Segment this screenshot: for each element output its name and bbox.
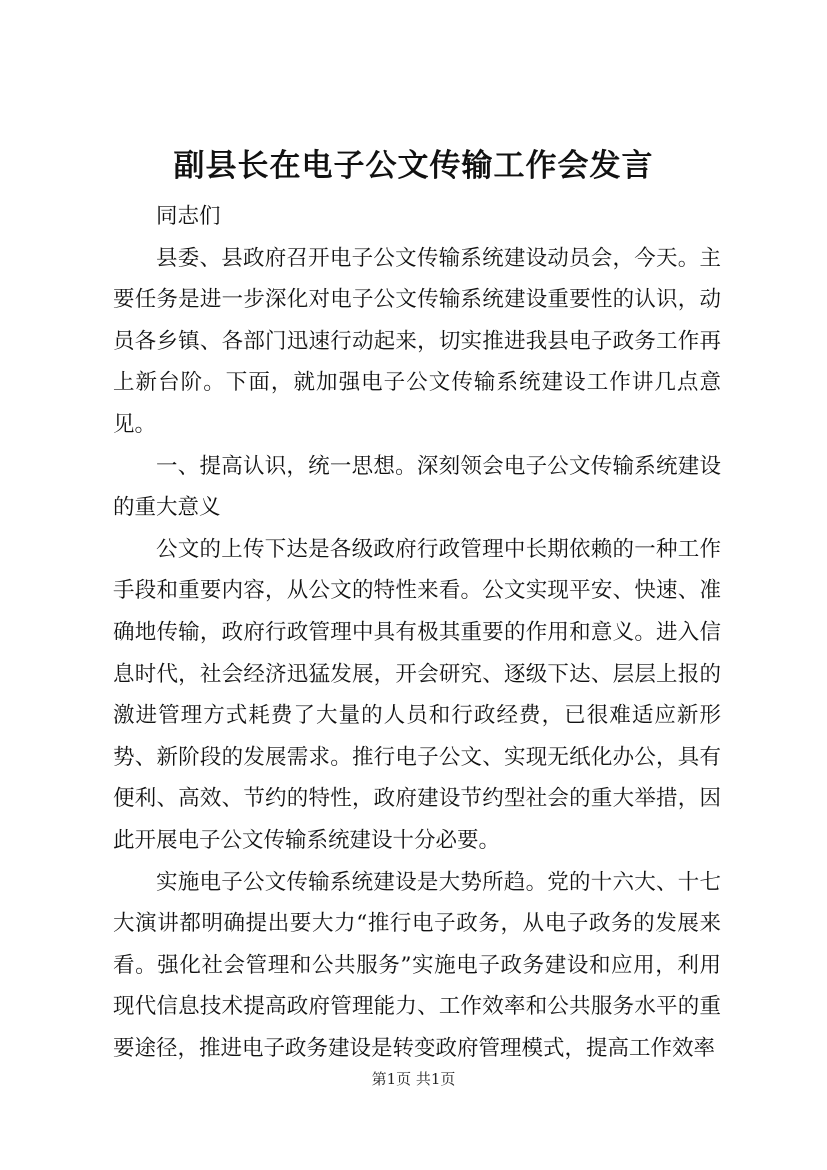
section-heading-paragraph: 一、提高认识，统一思想。深刻领会电子公文传输系统建设的重大意义: [113, 453, 721, 521]
body-paragraph: 实施电子公文传输系统建设是大势所趋。党的十六大、十七大演讲都明确提出要大力“推行电子政务，从电子政务的发展来看。强化社会管理和公共服务”实施电子政务建设和应用，利用现代信息技术提高政府管理能力、工作效率和公共服务水平的重要途径，推进电子政务建设是转变政府管理模式，提高工作效率: [113, 869, 721, 1061]
body-paragraph: 公文的上传下达是各级政府行政管理中长期依赖的一种工作手段和重要内容，从公文的特性来看。公文实现平安、快速、准确地传输，政府行政管理中具有极其重要的作用和意义。进入信息时代，社会经济迅猛发展，开会研究、逐级下达、层层上报的激进管理方式耗费了大量的人员和行政经费，已很难适应新形势、新阶段的发展需求。推行电子公文、实现无纸化办公，具有便利、高效、节约的特性，政府建设节约型社会的重大举措，因此开展电子公文传输系统建设十分必要。: [113, 536, 721, 853]
salutation-paragraph: 同志们: [156, 204, 221, 229]
document-body: [113, 196, 721, 1069]
document-title: 副县长在电子公文传输工作会发言: [173, 148, 654, 184]
intro-paragraph: 县委、县政府召开电子公文传输系统建设动员会，今天。主要任务是进一步深化对电子公文传输系统建设重要性的认识，动员各乡镇、各部门迅速行动起来，切实推进我县电子政务工作再上新台阶。下面，就加强电子公文传输系统建设工作讲几点意见。: [113, 245, 721, 437]
page-footer: 第1页 共1页: [371, 1070, 456, 1088]
